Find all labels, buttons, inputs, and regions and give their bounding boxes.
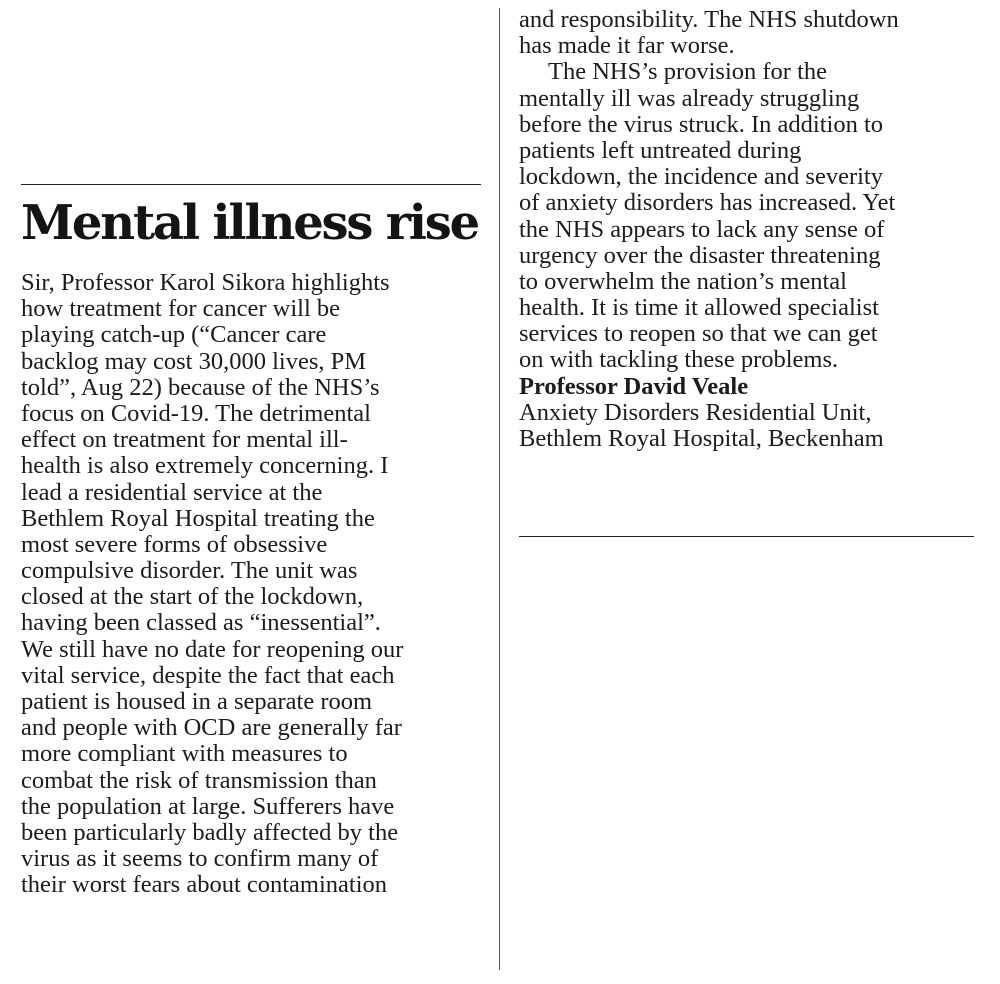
body-line: most severe forms of obsessive (21, 530, 328, 558)
body-line: how treatment for cancer will be (21, 295, 341, 323)
body-line: lead a residential service at the (21, 478, 323, 506)
paragraph-start-line: The NHS’s provision for the (548, 58, 827, 86)
body-line: and responsibility. The NHS shutdown (519, 6, 899, 33)
signature-name: Professor David Veale (519, 372, 749, 400)
body-line: compulsive disorder. The unit was (21, 557, 358, 585)
body-line: urgency over the disaster threatening (519, 241, 881, 269)
body-line: health is also extremely concerning. I (21, 452, 389, 480)
body-line: been particularly badly affected by the (21, 818, 399, 846)
body-line: and people with OCD are generally far (21, 714, 402, 742)
body-line: backlog may cost 30,000 lives, PM (21, 347, 367, 375)
body-line: on with tackling these problems. (519, 346, 839, 374)
body-line: the NHS appears to lack any sense of (519, 215, 885, 243)
body-line: of anxiety disorders has increased. Yet (519, 189, 896, 217)
body-line: Bethlem Royal Hospital treating the (21, 504, 375, 532)
body-line: lockdown, the incidence and severity (519, 163, 883, 191)
body-line: combat the risk of transmission than (21, 766, 377, 794)
body-line: effect on treatment for mental ill- (21, 426, 348, 454)
top-left-rule (21, 184, 481, 185)
body-line: vital service, despite the fact that each (21, 661, 395, 689)
body-line: has made it far worse. (519, 32, 735, 60)
body-line: We still have no date for reopening our (21, 635, 404, 663)
body-line: told”, Aug 22) because of the NHS’s (21, 373, 380, 401)
signature-affiliation: Anxiety Disorders Residential Unit, (519, 398, 872, 426)
body-line: focus on Covid-19. The detrimental (21, 399, 371, 427)
column-divider (499, 8, 500, 970)
body-line: virus as it seems to confirm many of (21, 845, 379, 873)
body-line: more compliant with measures to (21, 740, 348, 768)
letter-body-right-column (519, 7, 989, 452)
body-line: having been classed as “inessential”. (21, 609, 381, 637)
body-line: playing catch-up (“Cancer care (21, 321, 327, 349)
body-line: health. It is time it allowed specialist (519, 294, 879, 322)
body-line: their worst fears about contamination (21, 871, 388, 899)
letter-headline: Mental illness rise (21, 195, 478, 251)
body-line: patients left untreated during (519, 136, 802, 164)
signature-affiliation: Bethlem Royal Hospital, Beckenham (519, 425, 884, 452)
letter-body-left-column (21, 270, 491, 899)
body-line: before the virus struck. In addition to (519, 110, 884, 138)
body-line: services to reopen so that we can get (519, 320, 878, 348)
body-line: mentally ill was already struggling (519, 84, 860, 112)
body-line: Sir, Professor Karol Sikora highlights (21, 269, 390, 296)
bottom-right-rule (519, 536, 974, 537)
body-line: closed at the start of the lockdown, (21, 583, 364, 611)
body-line: patient is housed in a separate room (21, 688, 373, 715)
body-line: to overwhelm the nation’s mental (519, 267, 847, 295)
body-line: the population at large. Sufferers have (21, 792, 395, 820)
